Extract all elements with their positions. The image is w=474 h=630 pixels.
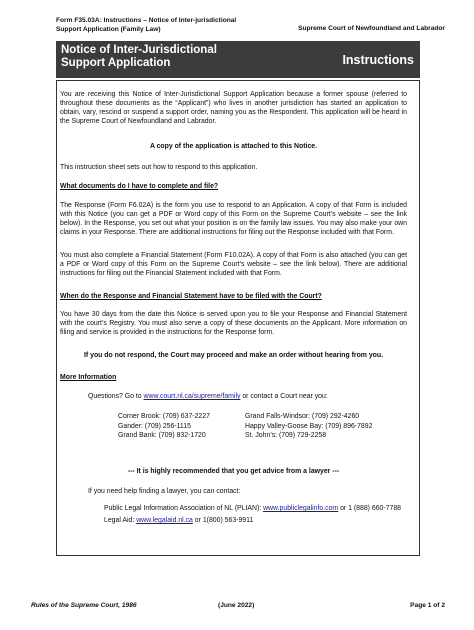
- legal-aid-prefix: Legal Aid:: [104, 517, 137, 524]
- plian-suffix: or 1 (888) 660-7788: [338, 505, 401, 512]
- footer-date: (June 2022): [218, 602, 255, 609]
- lawyer-help-line: If you need help finding a lawyer, you can contact:: [88, 488, 241, 495]
- court-phone-gander: Gander: (709) 256-1115: [118, 422, 191, 430]
- plian-prefix: Public Legal Information Association of NL (PLIAN):: [104, 505, 264, 512]
- question-filing: When do the Response and Financial Statement have to be filed with the Court?: [60, 293, 322, 300]
- notice-title-line1: Notice of Inter-Jurisdictional: [61, 44, 217, 56]
- sets-out-paragraph: This instruction sheet sets out how to respond to this application.: [60, 164, 258, 171]
- form-title-line2: Support Application (Family Law): [56, 25, 161, 33]
- notice-title-line2: Support Application: [61, 57, 171, 70]
- question-documents: What documents do I have to complete and file?: [60, 183, 219, 190]
- court-phone-corner-brook: Corner Brook: (709) 637-2227: [118, 413, 210, 420]
- thirty-days-paragraph: You have 30 days from the date this Notice is served upon you to file your Response and Financial Statement with the court’s Registry. You must also serve a copy of these documents on the Applicant. More information on filing and service is provided in the instructions for the Response form.: [60, 311, 407, 336]
- legal-aid-line: [104, 517, 253, 526]
- warning-line: If you do not respond, the Court may proceed and make an order without hearing from you.: [83, 352, 383, 359]
- plian-link[interactable]: www.publiclegalinfo.com: [263, 505, 339, 512]
- court-phone-grand-falls: Grand Falls-Windsor: (709) 292-4260: [245, 413, 360, 420]
- questions-prefix: Questions? Go to: [88, 393, 144, 400]
- attached-notice: A copy of the application is attached to this Notice.: [149, 143, 318, 150]
- plian-line: [104, 505, 401, 514]
- footer-rules: Rules of the Supreme Court, 1986: [31, 602, 137, 609]
- court-phone-st-johns: St. John’s: (709) 729-2258: [245, 432, 327, 440]
- legal-aid-link[interactable]: www.legalaid.nl.ca: [136, 517, 193, 524]
- instructions-label: Instructions: [342, 53, 414, 67]
- response-paragraph: The Response (Form F6.02A) is the form you use to respond to an Application. A copy of that Form is included with this Notice (you can get a PDF or Word copy of this Form on the Supreme Court’s website – see the link below). In the Response, you set out what your position is on the family law issues. You may also make your own claims in your Response. There are additional instructions for filing out the Response included with that Form.: [60, 202, 407, 236]
- form-title-line1: Form F35.03A: Instructions – Notice of Inter-jurisdictional: [56, 17, 237, 24]
- questions-suffix: or contact a Court near you:: [240, 393, 328, 400]
- legal-aid-suffix: or 1(800) 563-9911: [192, 517, 254, 524]
- footer-page-number: Page 1 of 2: [410, 602, 445, 609]
- title-banner: [56, 41, 420, 78]
- intro-paragraph: You are receiving this Notice of Inter-Jurisdictional Support Application because a former spouse (referred to throughout these documents as the “Applicant”) who lives in another jurisdiction has started an application to obtain, vary, rescind or suspend a support order, naming you as the Respondent. This application will be heard in the Supreme Court of Newfoundland and Labrador.: [60, 91, 407, 125]
- financial-paragraph: You must also complete a Financial Statement (Form F10.02A). A copy of that Form is also attached (you can get a PDF or Word copy of this Form on the Supreme Court’s website – see the link below). There are additional instructions for filing out the Financial Statement included with that Form.: [60, 252, 407, 277]
- more-info-heading: More Information: [60, 374, 117, 381]
- notice-title: [61, 44, 217, 70]
- courts-right-column: [245, 412, 372, 441]
- court-website-link[interactable]: www.court.nl.ca/supreme/family: [143, 393, 241, 400]
- courts-left-column: [118, 412, 210, 441]
- court-name: Supreme Court of Newfoundland and Labrador: [298, 25, 445, 32]
- court-phone-grand-bank: Grand Bank: (709) 832-1720: [118, 432, 206, 440]
- court-phone-happy-valley: Happy Valley-Goose Bay: (709) 896-7892: [245, 422, 373, 430]
- form-title: [56, 17, 296, 34]
- lawyer-advice-line: --- It is highly recommended that you get advice from a lawyer ---: [127, 468, 340, 475]
- questions-line: [88, 393, 328, 402]
